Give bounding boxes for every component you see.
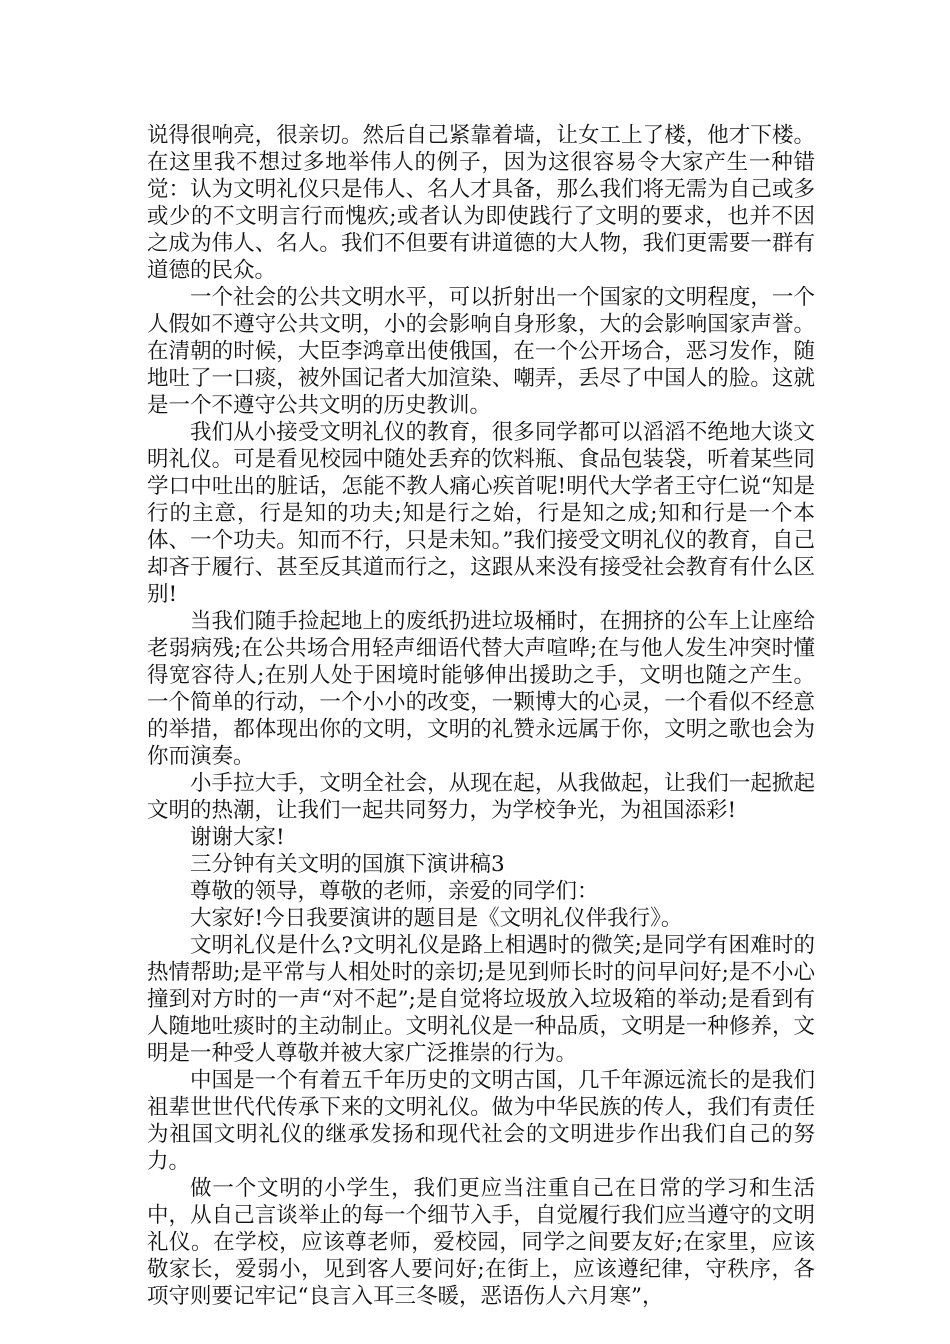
paragraph-china-civilization: 中国是一个有着五千年历史的文明古国，几千年源远流长的是我们祖辈世世代代传承下来的文明礼仪。做为中华民族的传人，我们有责任为祖国文明礼仪的继承发扬和现代社会的文明进步作出我们自己的努力。	[147, 1068, 815, 1174]
paragraph-public-civility: 一个社会的公共文明水平，可以折射出一个国家的文明程度，一个人假如不遵守公共文明，小的会影响自身形象，大的会影响国家声誉。在清朝的时候，大臣李鸿章出使俄国，在一个公开场合，恶习发作，随地吐了一口痰，被外国记者大加渲染、嘲弄，丢尽了中国人的脸。这就是一个不遵守公共文明的历史教训。	[147, 285, 815, 418]
document-body	[147, 122, 815, 1310]
paragraph-continuation: 说得很响亮，很亲切。然后自己紧靠着墙，让女工上了楼，他才下楼。在这里我不想过多地举伟人的例子，因为这很容易令大家产生一种错觉：认为文明礼仪只是伟人、名人才具备，那么我们将无需为自己或多或少的不文明言行而愧疚;或者认为即使践行了文明的要求，也并不因之成为伟人、名人。我们不但要有讲道德的大人物，我们更需要一群有道德的民众。	[147, 123, 815, 283]
speech-title: 三分钟有关文明的国旗下演讲稿3	[190, 852, 505, 877]
paragraph-salutation: 尊敬的领导，尊敬的老师，亲爱的同学们：	[190, 879, 599, 904]
paragraph-civil-student: 做一个文明的小学生，我们更应当注重自己在日常的学习和生活中，从自己言谈举止的每一个细节入手，自觉履行我们应当遵守的文明礼仪。在学校，应该尊老师，爱校园，同学之间要友好;在家里，应该敬家长，爱弱小，见到客人要问好;在街上，应该遵纪律，守秩序，各项守则要记牢记“良言入耳三冬暖，恶语伤人六月寒”，	[147, 1176, 815, 1309]
paragraph-etiquette-education: 我们从小接受文明礼仪的教育，很多同学都可以滔滔不绝地大谈文明礼仪。可是看见校园中随处丢弃的饮料瓶、食品包装袋，听着某些同学口中吐出的脏话，怎能不教人痛心疾首呢!明代大学者王守仁说“知是行的主意，行是知的功夫;知是行之始，行是知之成;知和行是一个本体、一个功夫。知而不行，只是未知。”我们接受文明礼仪的教育，自己却吝于履行、甚至反其道而行之，这跟从来没有接受社会教育有什么区别!	[147, 420, 815, 607]
paragraph-call-to-action: 小手拉大手，文明全社会，从现在起，从我做起，让我们一起掀起文明的热潮，让我们一起共同努力，为学校争光，为祖国添彩!	[147, 771, 815, 823]
paragraph-thanks: 谢谢大家!	[190, 825, 285, 850]
paragraph-greeting: 大家好!今日我要演讲的题目是《文明礼仪伴我行》。	[190, 906, 683, 931]
paragraph-what-is-etiquette: 文明礼仪是什么?文明礼仪是路上相遇时的微笑;是同学有困难时的热情帮助;是平常与人相处时的亲切;是见到师长时的问早问好;是不小心撞到对方时的一声“对不起”;是自觉将垃圾放入垃圾箱的举动;是看到有人随地吐痰时的主动制止。文明礼仪是一种品质，文明是一种修养，文明是一种受人尊敬并被大家广泛推崇的行为。	[147, 933, 815, 1066]
paragraph-civil-actions: 当我们随手捡起地上的废纸扔进垃圾桶时，在拥挤的公车上让座给老弱病残;在公共场合用轻声细语代替大声喧哗;在与他人发生冲突时懂得宽容待人;在别人处于困境时能够伸出援助之手，文明也随之产生。一个简单的行动，一个小小的改变，一颗博大的心灵，一个看似不经意的举措，都体现出你的文明，文明的礼赞永远属于你，文明之歌也会为你而演奏。	[147, 609, 815, 769]
